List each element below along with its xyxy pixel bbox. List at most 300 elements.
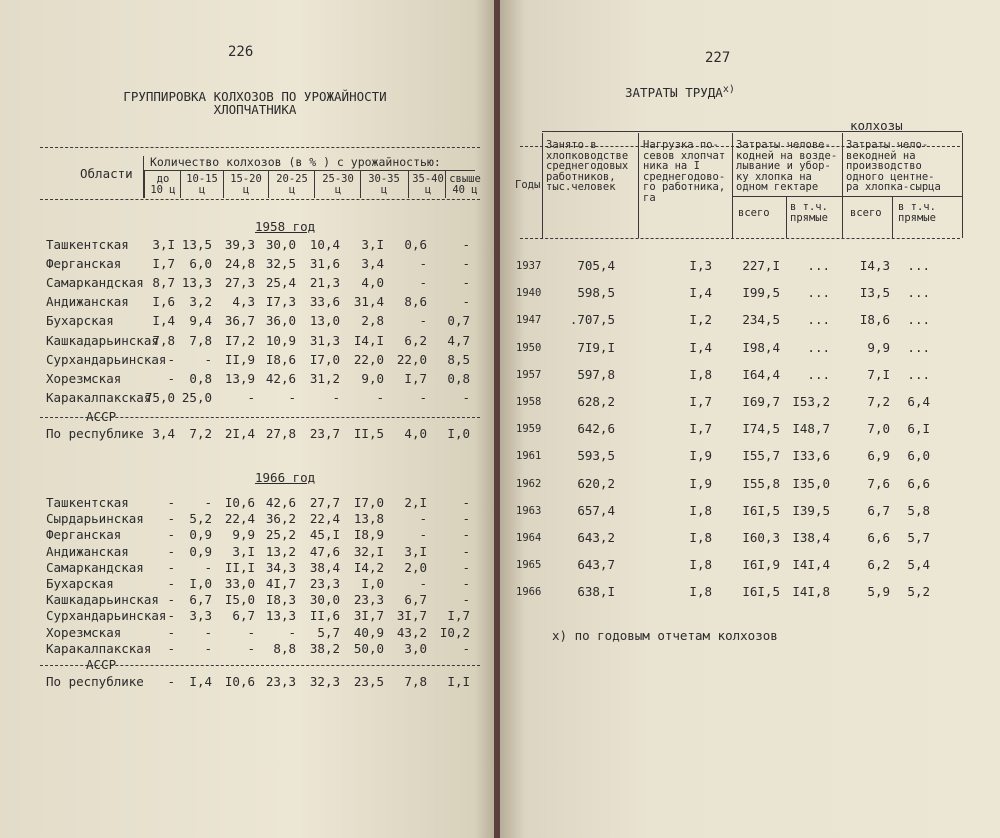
header-col-divider [268,170,269,198]
table-cell: 7,6 [867,475,890,491]
row-name: Хорезмская [46,370,122,386]
row-assr: АССР [86,657,117,672]
table-cell: 22,0 [353,351,384,367]
table-cell: I55,7 [742,448,780,464]
table-cell: I8,6 [859,312,890,328]
header-vtch: в т.ч. [790,201,828,213]
table-cell: 6,I [907,421,930,437]
header-col-l2: ц [198,184,206,196]
table-cell: I3,5 [859,285,890,301]
header-col-divider [445,170,446,198]
table-cell: 6,6 [867,530,890,545]
table-cell: I33,6 [792,448,830,464]
table-cell: I,3 [689,258,712,273]
section-1966-title: 1966 год [255,470,316,485]
header-col-text: Занято в [546,139,597,151]
table-cell: - [419,511,427,527]
table-cell: 3,3 [189,608,212,624]
row-total-name: По республике [46,425,144,441]
row-name: Кашкадарьинская [46,592,159,608]
table-cell: 4,0 [404,425,427,441]
table-cell: 13,5 [181,237,212,252]
footnote: х) по годовым отчетам колхозов [552,628,778,643]
table-cell: - [419,313,427,329]
table-cell: 39,3 [224,237,255,252]
row-name: Ферганская [46,527,122,543]
header-col-text: ку хлопка на [736,170,812,183]
table-cell: 27,8 [265,425,296,441]
header-col-text: севов хлопчат [643,149,726,162]
table-cell: 642,6 [577,421,615,437]
table-cell: 5,2 [907,584,930,600]
table-cell: 38,4 [309,559,340,575]
row-name: Сурхандарьинская [46,608,167,624]
table-cell: 643,2 [577,530,615,545]
header-col-l1: 10-15 [186,173,218,185]
row-year: 1959 [516,423,542,436]
table-cell: - [462,389,470,405]
table-cell: 31,6 [309,256,340,272]
table-cell: 5,7 [907,530,930,545]
header-col-l1: 35-40 [412,173,444,185]
row-year: 1961 [516,450,542,463]
row-name: Андижанская [46,294,129,310]
table-cell: 13,0 [309,313,340,329]
header-col-text: га [643,191,656,204]
table-cell: - [462,527,470,543]
header-col-divider [143,156,144,198]
table-cell: 13,3 [265,608,296,624]
table-cell: - [167,495,175,510]
table-cell: - [376,389,384,405]
header-col-text: хлопководстве [546,149,629,162]
table-cell: 4,7 [447,332,470,348]
header-col-l2: ц [242,184,250,196]
table-cell: 9,9 [232,527,255,543]
header-col-divider [786,196,787,238]
table-cell: 13,9 [224,370,255,386]
table-cell: 25,4 [265,275,296,291]
table-cell: - [462,275,470,291]
table-cell: 27,7 [309,495,340,510]
header-col-l2: ц [334,184,342,196]
table-cell: 10,9 [265,332,296,348]
table-cell: I6I,5 [742,584,780,600]
row-name: Сурхандарьинская [46,351,167,367]
header-col-text: одного центне- [846,170,935,183]
row-year: 1950 [516,341,542,354]
table-cell: 8,7 [152,275,175,291]
table-cell: - [419,527,427,543]
table-cell: 5,7 [317,624,340,640]
table-cell: I7,3 [265,294,296,310]
table-cell: I,8 [689,584,712,600]
table-cell: 6,7 [232,608,255,624]
table-cell: II,6 [309,608,340,624]
header-vtch: в т.ч. [898,201,936,213]
table-cell: - [332,389,340,405]
table-cell: 9,4 [189,313,212,329]
table-cell: 3I,7 [396,608,427,624]
table-cell: 3,I [232,543,255,559]
header-col-l1: 25-30 [322,173,354,185]
table-cell: I,7 [404,370,427,386]
header-pryamye: прямые [790,212,828,224]
table-cell: I,9 [689,475,712,491]
table-cell: I8,9 [353,527,384,543]
table-cell: 7,8 [404,674,427,689]
header-oblasti: Области [80,166,133,181]
table-cell: 597,8 [577,366,615,382]
header-col-text: среднегодово- [643,170,726,183]
header-col-text: одном гектаре [736,181,819,193]
row-name: Ташкентская [46,495,129,510]
row-year: 1958 [516,396,542,408]
table-cell: 30,0 [309,592,340,608]
table-cell: 3,0 [404,640,427,656]
table-cell: I48,7 [792,421,830,437]
table-cell: 6,7 [189,592,212,608]
table-cell: 6,6 [907,475,930,491]
table-cell: 227,I [742,258,780,273]
table-cell: 22,4 [309,511,340,527]
header-col-text: работников, [546,170,616,183]
row-year: 1966 [516,586,542,599]
table-cell: 7,0 [867,421,890,437]
header-col-divider [360,170,361,198]
table-cell: II,9 [224,351,255,367]
table-cell: 24,8 [224,256,255,272]
table-cell: 23,3 [309,576,340,591]
table-cell: I39,5 [792,502,830,518]
header-col-l2: 40 ц [452,184,478,196]
table-cell: I,8 [689,366,712,382]
row-name: Самаркандская [46,559,144,575]
table-cell: - [462,256,470,272]
table-cell: 4I,7 [265,576,296,591]
table-cell: 628,2 [577,394,615,409]
table-cell: I,0 [361,576,384,591]
table-cell: 23,3 [265,674,296,689]
row-name: Андижанская [46,543,129,559]
table-cell: 2,8 [361,313,384,329]
table-cell: I7,0 [353,495,384,510]
table-cell: 27,3 [224,275,255,291]
row-total-name: По республике [46,674,144,689]
table-cell: 34,3 [265,559,296,575]
table-cell: II,5 [353,425,384,441]
row-year: 1965 [516,559,542,572]
table-cell: I,4 [689,285,712,301]
table-cell: - [462,543,470,559]
table-cell: 50,0 [353,640,384,656]
table-cell: - [288,389,296,405]
table-cell: 36,0 [265,313,296,329]
table-cell: 13,8 [353,511,384,527]
header-top-rule [40,147,480,148]
header-col-divider [180,170,181,198]
table-cell: - [462,592,470,608]
table-cell: - [167,592,175,608]
header-vsego: всего [738,207,770,219]
table-cell: 5,9 [867,584,890,600]
section-rule [40,417,480,418]
table-title-line1: ГРУППИРОВКА КОЛХОЗОВ ПО УРОЖАЙНОСТИ [123,89,387,104]
table-cell: 7I9,I [577,339,615,355]
table-cell: - [462,640,470,656]
table-cell: 0,9 [189,527,212,543]
table-cell: 23,5 [353,674,384,689]
table-cell: - [167,511,175,527]
header-col-l2: ц [424,184,432,196]
table-cell: .707,5 [569,312,615,328]
table-cell: I,9 [689,448,712,464]
table-cell: 0,6 [404,237,427,252]
row-name: Ташкентская [46,237,129,252]
table-cell: 7,2 [867,394,890,409]
table-cell: ... [907,258,930,273]
row-assr: АССР [86,408,117,424]
table-cell: I53,2 [792,394,830,409]
table-cell: - [419,256,427,272]
table-cell: I98,4 [742,339,780,355]
table-cell: ... [907,312,930,328]
table-cell: 25,0 [181,389,212,405]
table-cell: - [167,351,175,367]
table-cell: I,2 [689,312,712,328]
table-cell: - [167,624,175,640]
row-year: 1940 [516,287,542,300]
table-cell: 593,5 [577,448,615,464]
right-page [500,0,1000,838]
header-col-text: лывание и убор- [736,160,831,172]
table-cell: 6,2 [867,557,890,573]
table-cell: I,0 [447,425,470,441]
header-bottom-rule [40,199,480,200]
table-cell: - [462,294,470,310]
table-cell: - [462,559,470,575]
table-cell: 5,2 [189,511,212,527]
page-number: 226 [228,44,254,60]
table-cell: I55,8 [742,475,780,491]
table-cell: 42,6 [265,370,296,386]
table-cell: I69,7 [742,394,780,409]
table-cell: I,6 [152,294,175,310]
table-cell: 75,0 [144,389,175,405]
header-col-text: Затраты чело- [846,139,929,151]
header-col-text: кодней на возде- [736,149,838,162]
table-cell: 22,0 [396,351,427,367]
table-cell: 33,0 [224,576,255,591]
table-cell: 643,7 [577,557,615,573]
row-name: Самаркандская [46,275,144,291]
table-cell: I0,2 [439,624,470,640]
table-cell: - [167,527,175,543]
table-cell: - [167,559,175,575]
table-cell: ... [907,339,930,355]
header-col-text: векодней на [846,149,916,162]
row-name: Сырдарьинская [46,511,144,527]
table-cell: I4I,8 [792,584,830,600]
table-cell: I38,4 [792,530,830,545]
header-col-divider [732,133,733,238]
table-cell: - [247,640,255,656]
table-cell: 6,7 [404,592,427,608]
table-cell: 33,6 [309,294,340,310]
header-col-text: среднегодовых [546,160,629,172]
table-cell: I,I [447,674,470,689]
table-cell: - [204,624,212,640]
table-cell: 8,6 [404,294,427,310]
table-cell: I,7 [447,608,470,624]
table-cell: 2,0 [404,559,427,575]
table-cell: - [462,511,470,527]
header-col-l2: 10 ц [150,184,176,196]
table-cell: 38,2 [309,640,340,656]
page-number: 227 [705,50,731,66]
table-cell: I,7 [689,394,712,409]
table-cell: II,I [224,559,255,575]
table-cell: 620,2 [577,475,615,491]
table-cell: - [204,495,212,510]
header-col-divider [638,133,639,238]
table-cell: I7,2 [224,332,255,348]
table-cell: 47,6 [309,543,340,559]
table-cell: 43,2 [396,624,427,640]
section-rule [40,665,480,666]
table-cell: 7,I [867,366,890,382]
table-cell: I64,4 [742,366,780,382]
header-col-l1: свыше [449,173,481,185]
table-cell: 8,8 [273,640,296,656]
header-col-divider [144,170,145,198]
table-cell: I4I,4 [792,557,830,573]
table-cell: I0,6 [224,674,255,689]
table-cell: 3,I [361,237,384,252]
table-cell: 0,7 [447,313,470,329]
table-cell: 6,7 [867,502,890,518]
table-cell: 8,5 [447,351,470,367]
table-cell: 9,0 [361,370,384,386]
row-year: 1964 [516,532,542,544]
table-title: ЗАТРАТЫ $ТРУДА^{х)}$ [625,84,735,101]
table-cell: 31,2 [309,370,340,386]
table-cell: - [204,559,212,575]
header-col-text: Затраты челове- [736,139,831,151]
table-cell: 23,7 [309,425,340,441]
header-col-divider [223,170,224,198]
table-cell: 42,6 [265,495,296,510]
table-cell: 6,4 [907,394,930,409]
table-cell: I,8 [689,557,712,573]
header-gody: Годы [515,179,541,191]
table-cell: 657,4 [577,502,615,518]
header-col-divider [408,170,409,198]
row-name: Хорезмская [46,624,122,640]
table-cell: - [204,351,212,367]
table-cell: 0,9 [189,543,212,559]
table-cell: ... [807,366,830,382]
header-group: Количество колхозов (в % ) с урожайностью: [150,155,441,169]
table-cell: I,4 [189,674,212,689]
row-year: 1957 [516,368,542,381]
table-cell: 25,2 [265,527,296,543]
table-cell: - [167,370,175,386]
table-cell: I4,2 [353,559,384,575]
table-cell: ... [807,258,830,273]
table-cell: - [419,275,427,291]
header-bottom-rule [520,238,960,239]
table-cell: 638,I [577,584,615,600]
row-year: 1963 [516,504,542,517]
header-col-divider [542,133,543,238]
table-cell: 5,4 [907,557,930,573]
table-cell: - [247,389,255,405]
table-cell: ... [907,366,930,382]
table-cell: I6I,9 [742,557,780,573]
table-cell: I99,5 [742,285,780,301]
row-year: 1962 [516,477,542,490]
table-cell: 22,4 [224,511,255,527]
header-group-rule [145,170,475,171]
table-cell: I74,5 [742,421,780,437]
header-col-text: производство [846,160,922,172]
table-cell: 6,0 [189,256,212,272]
table-cell: 32,5 [265,256,296,272]
table-cell: I0,6 [224,495,255,510]
table-cell: I,7 [152,256,175,272]
table-cell: - [288,624,296,640]
table-cell: I4,3 [859,258,890,273]
table-cell: 45,I [309,527,340,543]
table-cell: - [462,576,470,591]
header-col-l1: 20-25 [276,173,308,185]
table-cell: 4,0 [361,275,384,291]
table-cell: ... [807,339,830,355]
header-col-l1: до [156,173,170,185]
table-cell: - [167,576,175,591]
table-cell: 7,2 [189,425,212,441]
table-cell: - [419,389,427,405]
table-cell: I,4 [689,339,712,355]
table-cell: I60,3 [742,530,780,545]
header-kolkhozy: колхозы [850,118,903,133]
table-cell: 13,3 [181,275,212,291]
left-page [0,0,494,838]
table-cell: - [419,576,427,591]
table-cell: 6,9 [867,448,890,464]
header-col-l1: 15-20 [230,173,262,185]
header-col-divider [842,133,843,238]
table-cell: 3,I [404,543,427,559]
header-col-text: го работника, [643,181,726,193]
header-col-divider [892,196,893,238]
table-cell: I,0 [189,576,212,591]
table-cell: I5,0 [224,592,255,608]
table-cell: I,7 [689,421,712,437]
header-vsego: всего [850,207,882,219]
table-cell: 598,5 [577,285,615,301]
table-cell: 0,8 [189,370,212,386]
row-name: Бухарская [46,313,114,329]
table-cell: ... [907,285,930,301]
table-cell: - [167,608,175,624]
table-cell: ... [807,312,830,328]
table-cell: I,4 [152,313,175,329]
table-cell: 31,3 [309,332,340,348]
table-cell: 705,4 [577,258,615,273]
table-cell: 9,9 [867,339,890,355]
